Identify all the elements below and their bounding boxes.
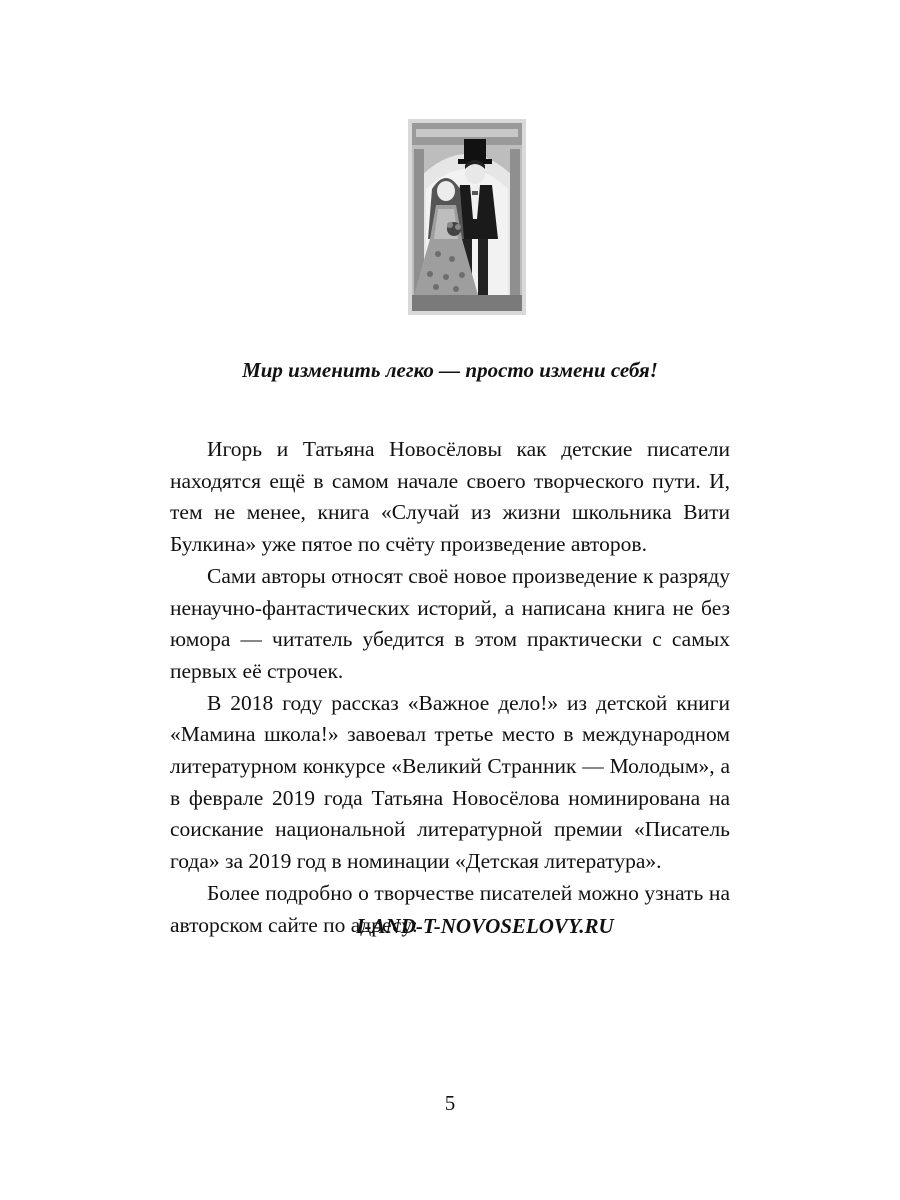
epigraph: Мир изменить легко — просто измени себя! (242, 358, 658, 382)
paragraph-genre: Сами авторы относят своё новое произведение к разряду ненаучно-фантастических историй, а написана книга не без юмора — читатель убедится в этом практически с самых первых её строчек. (170, 563, 730, 683)
page-number: 5 (444, 1091, 456, 1115)
paragraph-authors-intro: Игорь и Татьяна Новосёловы как детские писатели находятся ещё в самом начале своего творческого пути. И, тем не менее, книга «Случай из жизни школьника Вити Булкина» уже пятое по счёту произведение авторов. (170, 437, 730, 557)
paragraph-awards: В 2018 году рассказ «Важное дело!» из детской книги «Мамина школа!» завоевал третье место в международном литературном конкурсе «Великий Странник — Молодым», а в феврале 2019 года Татьяна Новосёлова номинирована на соискание национальной литературной премии «Писатель года» за 2019 год в номинации «Детская литература». (170, 690, 730, 874)
couple-illustration (408, 119, 526, 315)
website-url: I-AND-T-NOVOSELOVY.RU (356, 914, 614, 938)
body-text (170, 434, 730, 941)
couple-illustration-icon (408, 119, 526, 315)
paragraph-website: Более подробно о творчестве писателей можно узнать на авторском сайте по адресу: (170, 880, 730, 937)
